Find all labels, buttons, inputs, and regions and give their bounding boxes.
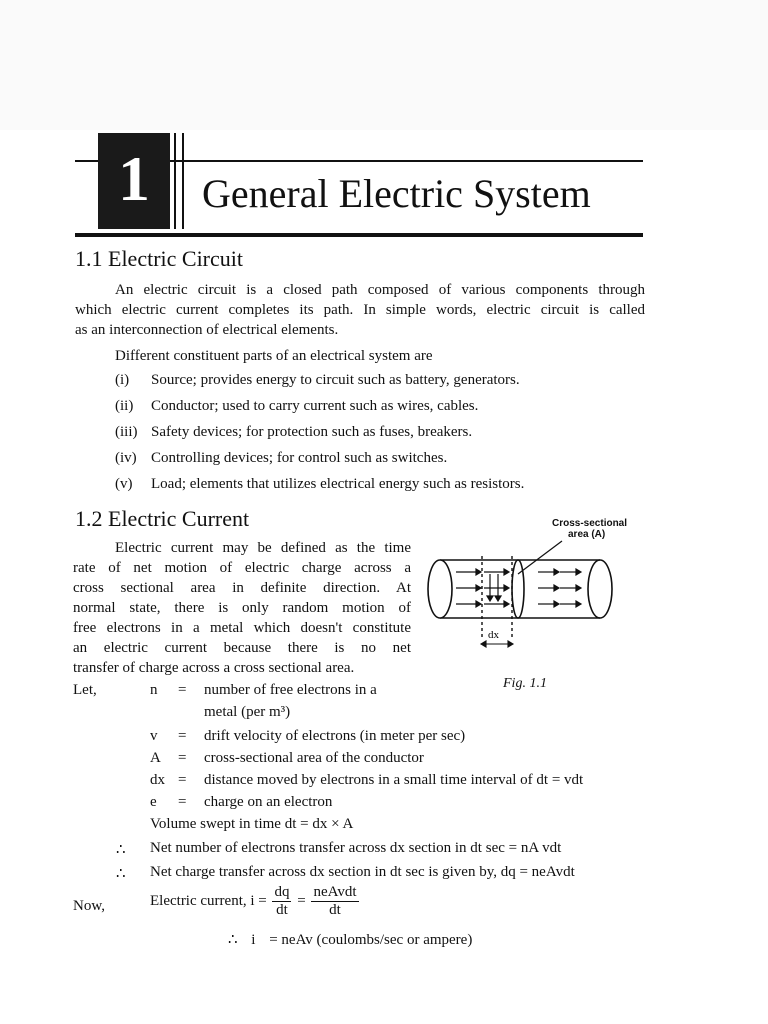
paragraph-line: cross sectional area in definite direction. At — [73, 580, 411, 596]
definition-text: cross-sectional area of the conductor — [204, 750, 424, 766]
paragraph-line: normal state, there is only random motion of — [73, 600, 411, 616]
paragraph-line: transfer of charge across a cross sectional area. — [73, 660, 355, 676]
figure-leader-line — [518, 541, 562, 574]
cross-section — [512, 560, 524, 618]
definition-symbol: v — [150, 728, 158, 744]
figure-area-label-2: area (A) — [568, 529, 606, 540]
section-heading-1-1: 1.1 Electric Circuit — [75, 246, 243, 271]
definition-row — [150, 794, 333, 811]
net-charge-line: Net charge transfer across dx section in dt sec is given by, dq = neAvdt — [150, 864, 575, 880]
list-item-text: Conductor; used to carry current such as wires, cables. — [151, 398, 479, 414]
paragraph-line: as an interconnection of electrical elements. — [75, 322, 339, 338]
list-item-text: Load; elements that utilizes electrical energy such as resistors. — [151, 476, 525, 492]
list-item-number: (iv) — [115, 450, 137, 466]
paragraph-line: free electrons in a metal which doesn't constitute — [73, 620, 411, 636]
paragraph-line: An electric circuit is a closed path composed of various components through — [115, 282, 645, 298]
figure-dx-label: dx — [488, 629, 499, 641]
chapter-number-block — [98, 133, 170, 229]
result-line — [228, 930, 472, 949]
list-item-text: Controlling devices; for control such as switches. — [151, 450, 448, 466]
definition-symbol: dx — [150, 772, 165, 788]
therefore-symbol: ∴ — [116, 866, 126, 882]
section-heading-1-2: 1.2 Electric Current — [75, 506, 250, 531]
chapter-badge — [98, 133, 184, 229]
list-item-text: Safety devices; for protection such as fuses, breakers. — [151, 424, 473, 440]
therefore-symbol: ∴ — [228, 932, 238, 948]
definition-equals: = — [178, 794, 187, 810]
paragraph-line: which electric current completes its path. In simple words, electric circuit is called — [75, 302, 645, 318]
definition-row — [150, 750, 424, 767]
definition-text: number of free electrons in a — [204, 682, 377, 698]
paragraph-line: an electric current because there is no net — [73, 640, 411, 656]
list-item-number: (i) — [115, 372, 130, 388]
definition-equals: = — [178, 772, 187, 788]
chapter-badge-bar — [174, 133, 184, 229]
fraction-neavdt-dt — [311, 884, 358, 919]
list-item-number: (iii) — [115, 424, 138, 440]
dx-arrow — [481, 641, 513, 647]
conductor-left-end — [428, 560, 452, 618]
net-number-line: Net number of electrons transfer across dx section in dt sec = nA vdt — [150, 840, 562, 856]
section-1-2-paragraph — [73, 538, 411, 678]
fraction-denominator: dt — [329, 902, 341, 918]
list-item-text: Source; provides energy to circuit such as battery, generators. — [151, 372, 520, 388]
definition-equals: = — [178, 682, 187, 698]
conductor-figure — [420, 512, 640, 652]
header-rule-bottom — [75, 233, 643, 237]
chapter-title: General Electric System — [202, 171, 591, 216]
definition-equals: = — [178, 728, 187, 744]
result-text: = neAv (coulombs/sec or ampere) — [269, 932, 473, 948]
section-1-1-paragraph — [75, 280, 645, 340]
definition-text: drift velocity of electrons (in meter per sec) — [204, 728, 466, 744]
definition-row — [150, 772, 584, 789]
fraction-numerator: neAvdt — [313, 884, 357, 900]
let-label: Let, — [73, 682, 97, 698]
paragraph-line: rate of net motion of electric charge across a — [73, 560, 411, 576]
definition-row — [150, 728, 466, 745]
now-label: Now, — [73, 898, 105, 914]
definition-text: distance moved by electrons in a small time interval of dt = vdt — [204, 772, 584, 788]
current-equation — [150, 884, 361, 919]
definition-continuation: metal (per m³) — [204, 704, 291, 720]
fraction-denominator: dt — [276, 902, 288, 918]
chapter-number: 1 — [118, 143, 150, 214]
definition-row — [150, 682, 377, 699]
volume-line: Volume swept in time dt = dx × A — [150, 816, 354, 832]
result-symbol: i — [251, 932, 256, 948]
conductor-right-end — [588, 560, 612, 618]
figure-caption: Fig. 1.1 — [503, 676, 547, 691]
list-item-number: (ii) — [115, 398, 134, 414]
definition-symbol: n — [150, 682, 158, 698]
paragraph-line: Electric current may be defined as the time — [115, 540, 411, 556]
fraction-numerator: dq — [274, 884, 290, 900]
therefore-symbol: ∴ — [116, 842, 126, 858]
list-item-number: (v) — [115, 476, 133, 492]
fraction-dq-dt — [272, 884, 291, 919]
figure-area-label-1: Cross-sectional — [552, 518, 628, 529]
page-top-shade — [0, 0, 768, 130]
definition-text: charge on an electron — [204, 794, 333, 810]
definition-equals: = — [178, 750, 187, 766]
electron-arrows — [456, 569, 581, 607]
fraction-equals: = — [297, 893, 306, 909]
definition-symbol: e — [150, 794, 157, 810]
current-equation-prefix: Electric current, i = — [150, 893, 267, 909]
section-1-1-intro: Different constituent parts of an electrical system are — [115, 348, 433, 364]
definition-symbol: A — [150, 750, 161, 766]
